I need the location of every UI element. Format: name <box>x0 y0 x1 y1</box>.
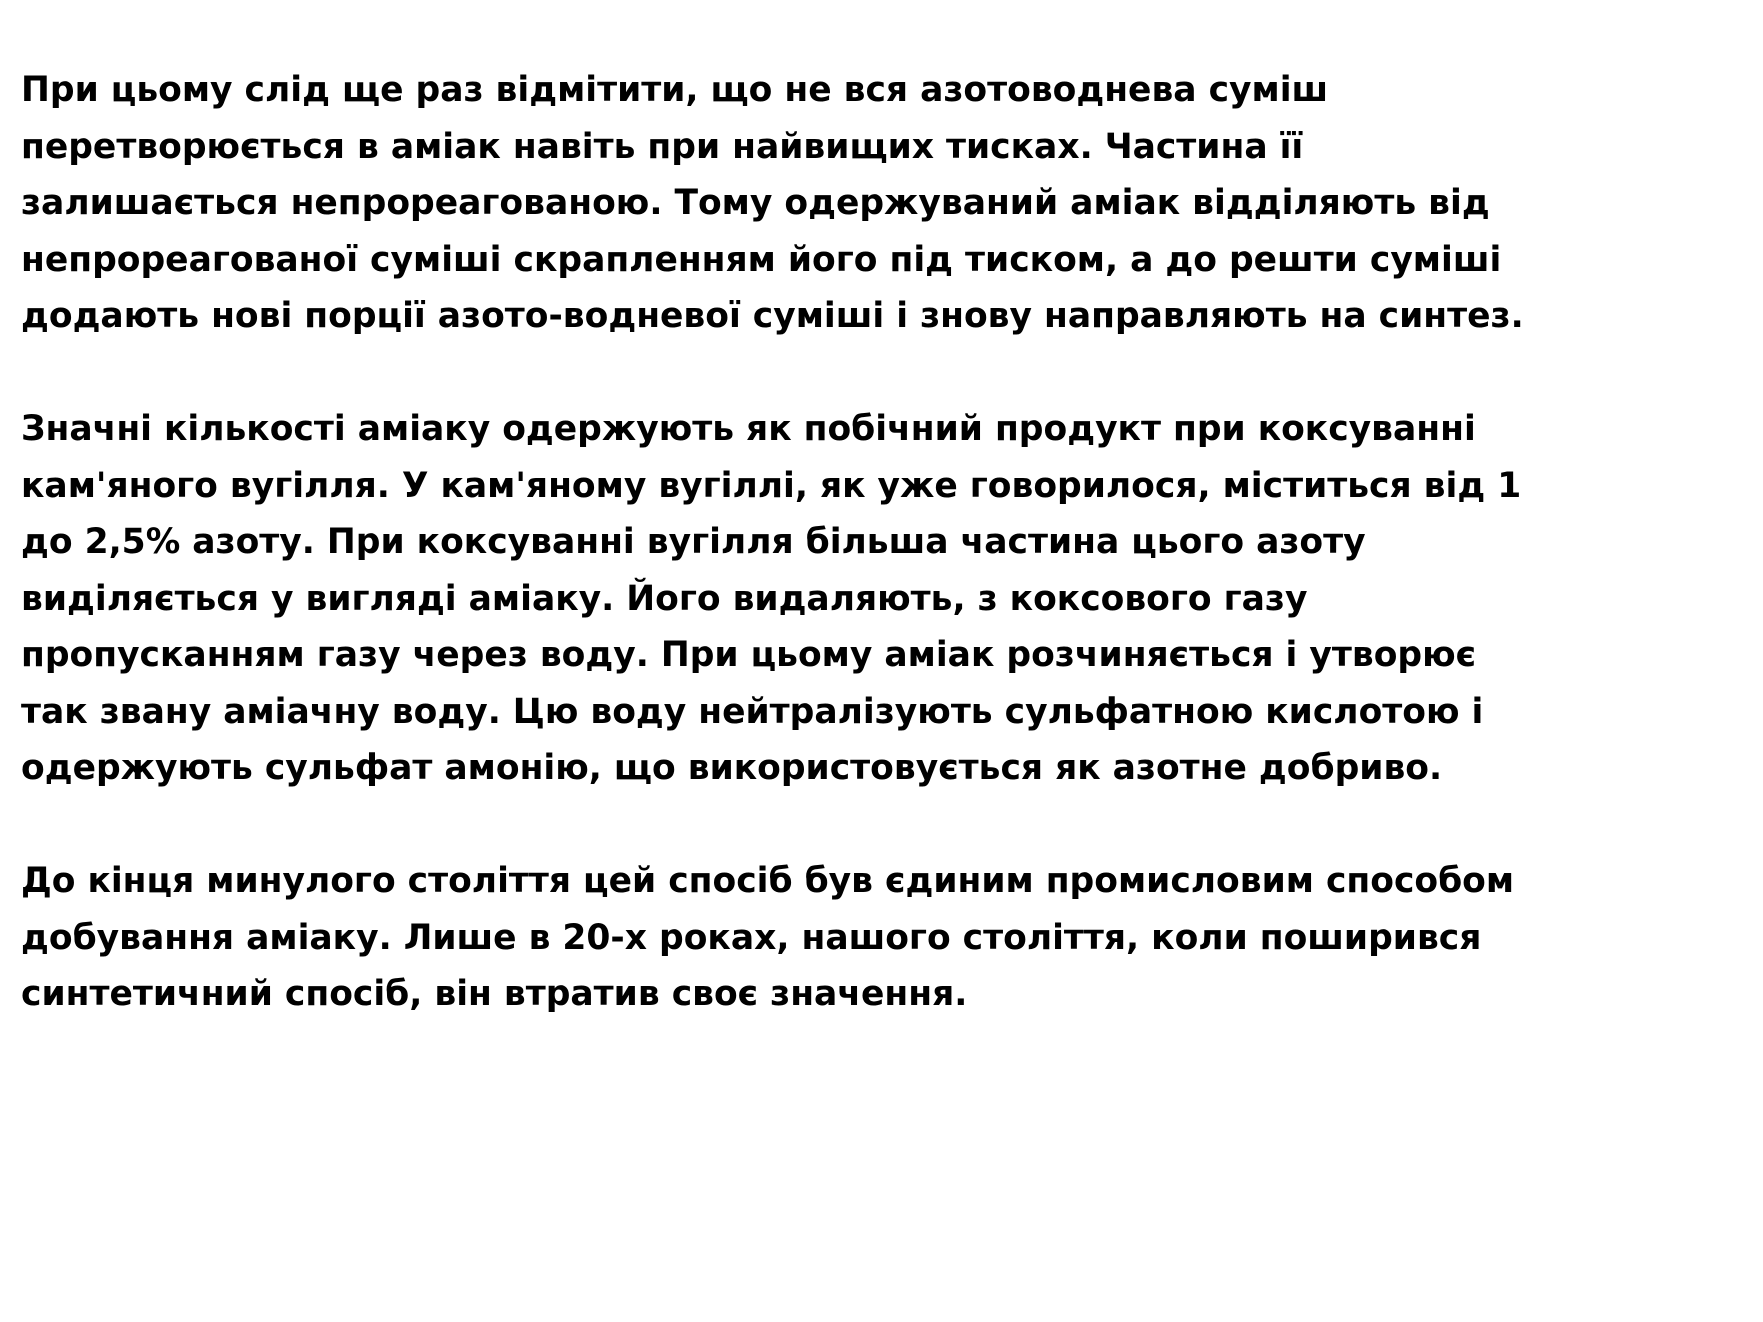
text-line: додають нові порції азото-водневої суміші і знову направляють на синтез. <box>21 296 1524 336</box>
paragraph-history <box>21 853 1751 1023</box>
text-line: кам'яного вугілля. У кам'яному вугіллі, як уже говорилося, міститься від 1 <box>21 465 1522 506</box>
text-line: одержують сульфат амонію, що використовується як азотне добриво. <box>21 748 1443 788</box>
text-line: перетворюється в аміак навіть при найвищих тисках. Частина її <box>21 126 1304 167</box>
text-line: Значні кількості аміаку одержують як побічний продукт при коксуванні <box>21 409 1476 449</box>
text-line: До кінця минулого століття цей спосіб був єдиним промисловим способом <box>21 861 1515 901</box>
text-line: залишається непрореагованою. Тому одержуваний аміак відділяють від <box>21 183 1490 223</box>
text-line: При цьому слід ще раз відмітити, що не вся азотоводнева суміш <box>21 70 1329 110</box>
document-text <box>21 62 1751 1079</box>
text-line: виділяється у вигляді аміаку. Його видаляють, з коксового газу <box>21 578 1308 619</box>
paragraph-synthesis <box>21 62 1751 345</box>
text-line: непрореагованої суміші скрапленням його під тиском, а до решти суміші <box>21 239 1502 280</box>
text-line: до 2,5% азоту. При коксуванні вугілля більша частина цього азоту <box>21 522 1366 562</box>
paragraph-coking <box>21 401 1751 797</box>
text-line: синтетичний спосіб, він втратив своє значення. <box>21 974 968 1014</box>
text-line: так звану аміачну воду. Цю воду нейтралізують сульфатною кислотою і <box>21 691 1484 732</box>
text-line: пропусканням газу через воду. При цьому аміак розчиняється і утворює <box>21 635 1477 675</box>
text-line: добування аміаку. Лише в 20-х роках, нашого століття, коли поширився <box>21 917 1482 958</box>
